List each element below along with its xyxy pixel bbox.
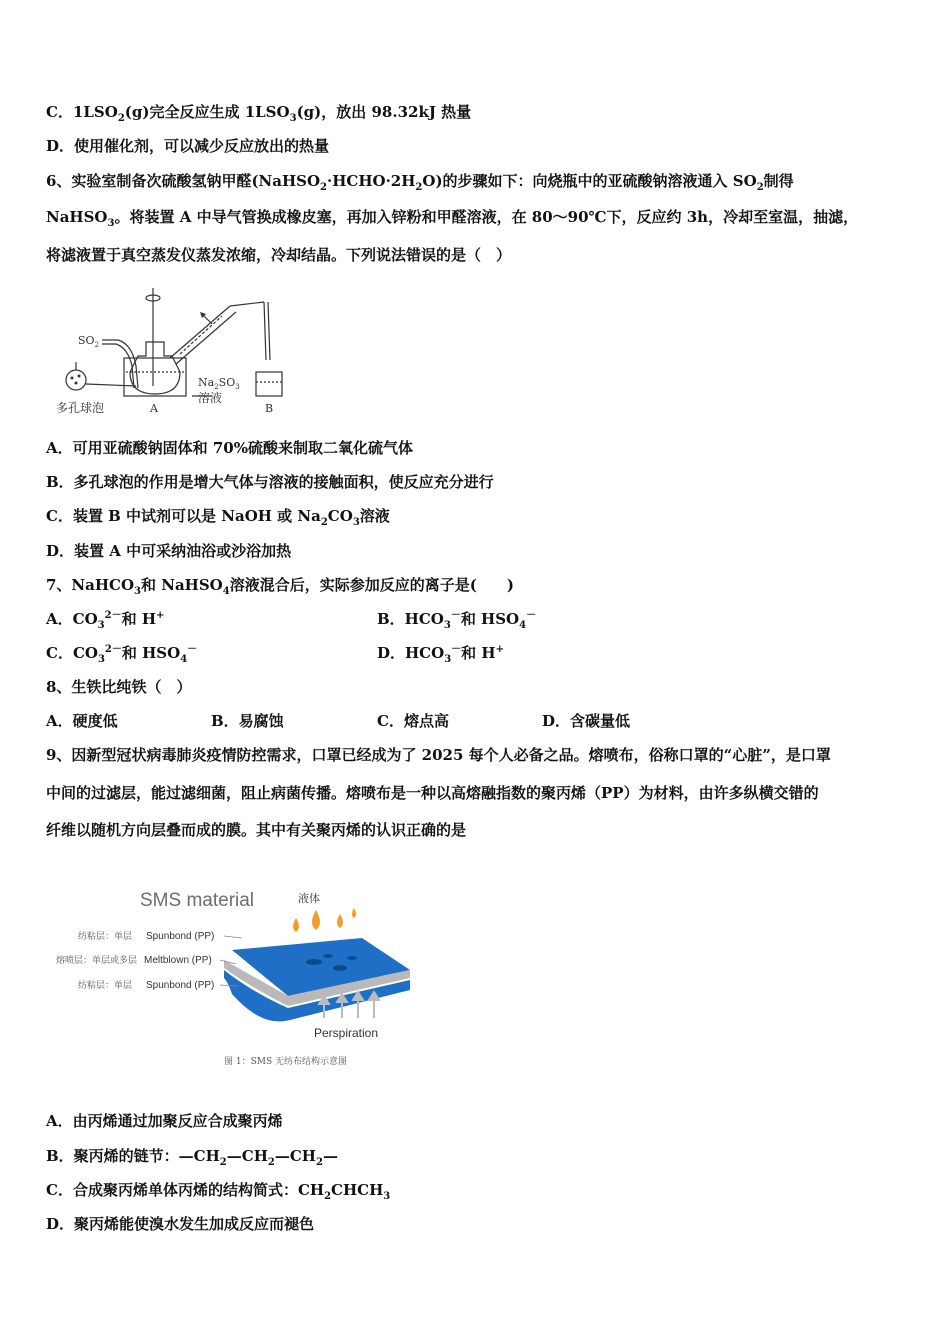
apparatus-a-label: A: [150, 402, 158, 415]
q6-option-c: C．装置 B 中试剂可以是 NaOH 或 $Na_2CO_3$溶液: [46, 507, 390, 528]
q6-option-b: B．多孔球泡的作用是增大气体与溶液的接触面积，使反应充分进行: [46, 473, 494, 491]
q9-stem-line-1: 9、因新型冠状病毒肺炎疫情防控需求，口罩已经成为了 2025 每个人必备之品。熔喷布，俗称口罩的“心脏”，是口罩: [46, 746, 831, 764]
q9-stem-line-3: 纤维以随机方向层叠而成的膜。其中有关聚丙烯的认识正确的是: [46, 821, 467, 839]
q5-option-d: D．使用催化剂，可以减少反应放出的热量: [46, 137, 330, 155]
layer3-label: 纺粘层：单层: [78, 981, 133, 991]
q6-apparatus-figure: [52, 286, 292, 420]
q7-option-b: B．$HCO_3^-$和 $HSO_4^-$: [377, 610, 537, 631]
q6-option-d: D．装置 A 中可采纳油浴或沙浴加热: [46, 542, 292, 560]
liquid-drops-icon: [293, 908, 356, 932]
q9-stem-line-2: 中间的过滤层，能过滤细菌，阻止病菌传播。熔喷布是一种以高熔融指数的聚丙烯（PP）为材料，由许多纵横交错的: [46, 784, 819, 802]
q8-option-c: C．熔点高: [377, 712, 449, 730]
q9-option-d: D．聚丙烯能使溴水发生加成反应而褪色: [46, 1215, 315, 1233]
q9-option-b: B．聚丙烯的链节：$—CH_2—CH_2—CH_2—$: [46, 1147, 338, 1168]
q8-option-a: A．硬度低: [46, 712, 118, 730]
svg-text:SO2: $SO_2$: [78, 334, 100, 349]
na2so3-label: $Na_2SO_3$: [198, 376, 240, 391]
q7-stem: 7、NaHCO$_3$和 NaHSO$_4$溶液混合后，实际参加反应的离子是( ): [46, 576, 514, 597]
q9-sms-figure: [52, 878, 422, 1074]
q7-option-c: C．$CO_3^{2-}$和 $HSO_4^-$: [46, 644, 198, 665]
layer2-en-label: Meltblown (PP): [144, 955, 212, 966]
q7-option-d: D．$HCO_3^-$和 H+: [377, 644, 504, 665]
q6-option-a: A．可用亚硫酸钠固体和 70%硫酸来制取二氧化硫气体: [46, 439, 413, 457]
q9-option-a: A．由丙烯通过加聚反应合成聚丙烯: [46, 1112, 283, 1130]
q6-stem-line-2: NaHSO$_3$。将装置 A 中导气管换成橡皮塞，再加入锌粉和甲醛溶液，在 80～90℃下，反应约 3h，冷却至室温，抽滤，: [46, 208, 859, 229]
layer2-label: 熔喷层：单层或多层: [56, 956, 138, 966]
layer3-en-label: Spunbond (PP): [146, 980, 215, 991]
porous-bubble-label: 多孔球泡: [56, 401, 105, 415]
q8-option-b: B．易腐蚀: [211, 712, 284, 730]
q8-stem: 8、生铁比纯铁（ ）: [46, 678, 192, 696]
layer1-label: 纺粘层：单层: [78, 932, 133, 942]
apparatus-diagram: [52, 286, 292, 420]
q6-stem-line-1: 6、实验室制备次硫酸氢钠甲醛$(NaHSO_2\cdot HCHO\cdot 2H_2O)$的步骤如下：向烧瓶中的亚硫酸钠溶液通入 $SO_2$制得: [46, 172, 794, 193]
q8-option-d: D．含碳量低: [542, 712, 631, 730]
q9-option-c: C．合成聚丙烯单体丙烯的结构简式：$CH_2CHCH_3$: [46, 1181, 391, 1202]
apparatus-b-label: B: [265, 402, 274, 415]
q6-stem-line-3: 将滤液置于真空蒸发仪蒸发浓缩，冷却结晶。下列说法错误的是（ ）: [46, 246, 512, 264]
sms-caption: 图 1：SMS 无纺布结构示意图: [224, 1057, 347, 1067]
liquid-label: 液体: [298, 892, 320, 905]
perspiration-label: Perspiration: [314, 1026, 379, 1040]
q5-option-c: C．$1LSO_2(g)$完全反应生成 $1LSO_3(g)$，放出 98.32kJ 热量: [46, 103, 472, 124]
q7-option-a: A．$CO_3^{2-}$和 H+: [46, 610, 165, 631]
solution-label: 溶液: [198, 391, 223, 405]
layer1-en-label: Spunbond (PP): [146, 931, 215, 942]
so2-label: SO: [78, 334, 95, 347]
sms-title: SMS material: [140, 890, 255, 911]
sms-structure-diagram: [52, 878, 422, 1074]
